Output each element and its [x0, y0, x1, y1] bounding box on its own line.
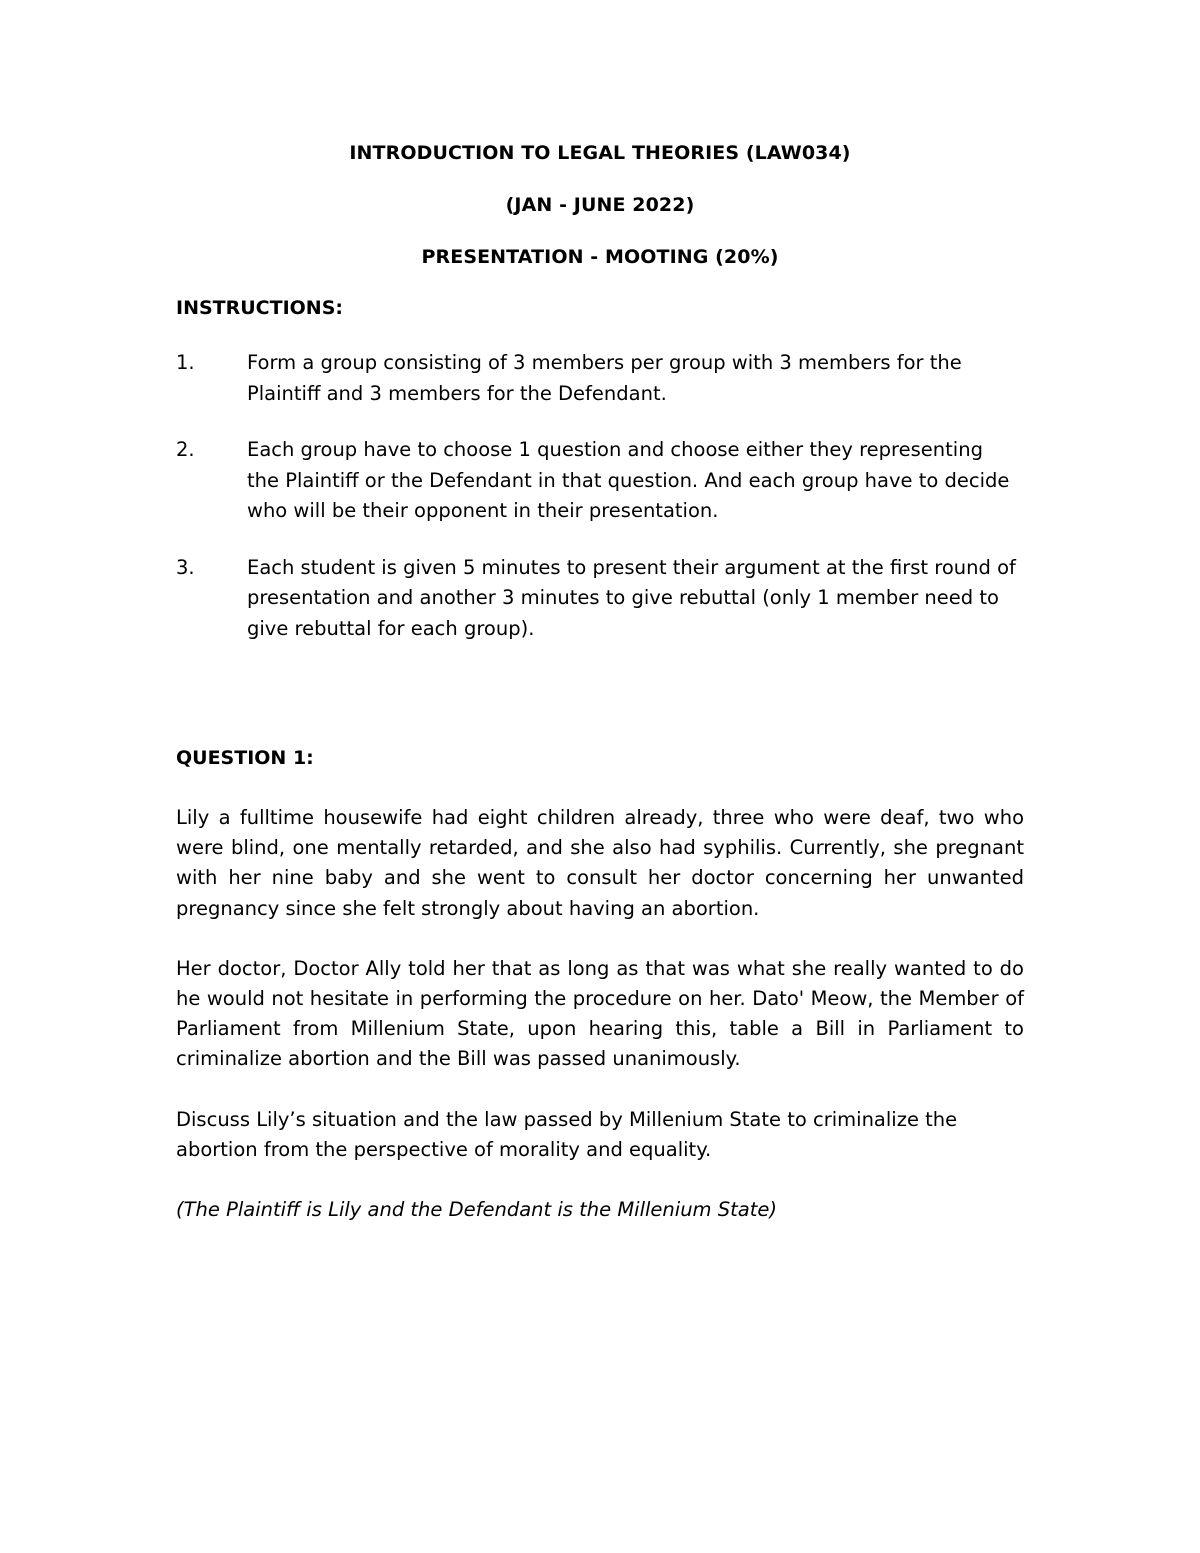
assessment-title: PRESENTATION - MOOTING (20%): [421, 246, 779, 268]
instruction-text: Each group have to choose 1 question and choose either they representing the Plaintiff or the Defendant in that question. And each group have to decide who will be their opponent in their presentation.: [247, 438, 1010, 522]
instructions-heading: INSTRUCTIONS:: [176, 297, 343, 319]
instruction-item: [176, 553, 1016, 645]
course-title: INTRODUCTION TO LEGAL THEORIES (LAW034): [349, 142, 851, 164]
question-paragraph: Discuss Lily’s situation and the law passed by Millenium State to criminalize the abortion from the perspective of morality and equality.: [176, 1107, 958, 1161]
instruction-item: [176, 348, 1016, 409]
instruction-item: [176, 435, 1016, 527]
instructions-list: [176, 348, 1016, 670]
instruction-text: Each student is given 5 minutes to present their argument at the first round of presentation and another 3 minutes to give rebuttal (only 1 member need to give rebuttal for each group).: [247, 555, 1016, 640]
question-paragraph: Her doctor, Doctor Ally told her that as long as that was what she really wanted to do he would not hesitate in performing the procedure on her. Dato' Meow, the Member of Parliament from Millenium State, upon hearing this, table a Bill in Parliament to criminalize abortion and the Bill was passed unanimously.: [176, 956, 1024, 1071]
instruction-number: 2.: [176, 438, 195, 461]
session-period: (JAN - JUNE 2022): [505, 194, 695, 216]
instruction-number: 3.: [176, 555, 195, 579]
question-body: [176, 803, 1024, 1255]
instruction-text: Form a group consisting of 3 members per group with 3 members for the Plaintiff and 3 members for the Defendant.: [247, 351, 962, 405]
parties-note: (The Plaintiff is Lily and the Defendant is the Millenium State): [176, 1198, 777, 1222]
question-paragraph: Lily a fulltime housewife had eight children already, three who were deaf, two who were blind, one mentally retarded, and she also had syphilis. Currently, she pregnant with her nine baby and she went to consult her doctor concerning her unwanted pregnancy since she felt strongly about having an abortion.: [176, 806, 1024, 920]
question-heading: QUESTION 1:: [176, 747, 314, 769]
instruction-number: 1.: [176, 351, 195, 374]
